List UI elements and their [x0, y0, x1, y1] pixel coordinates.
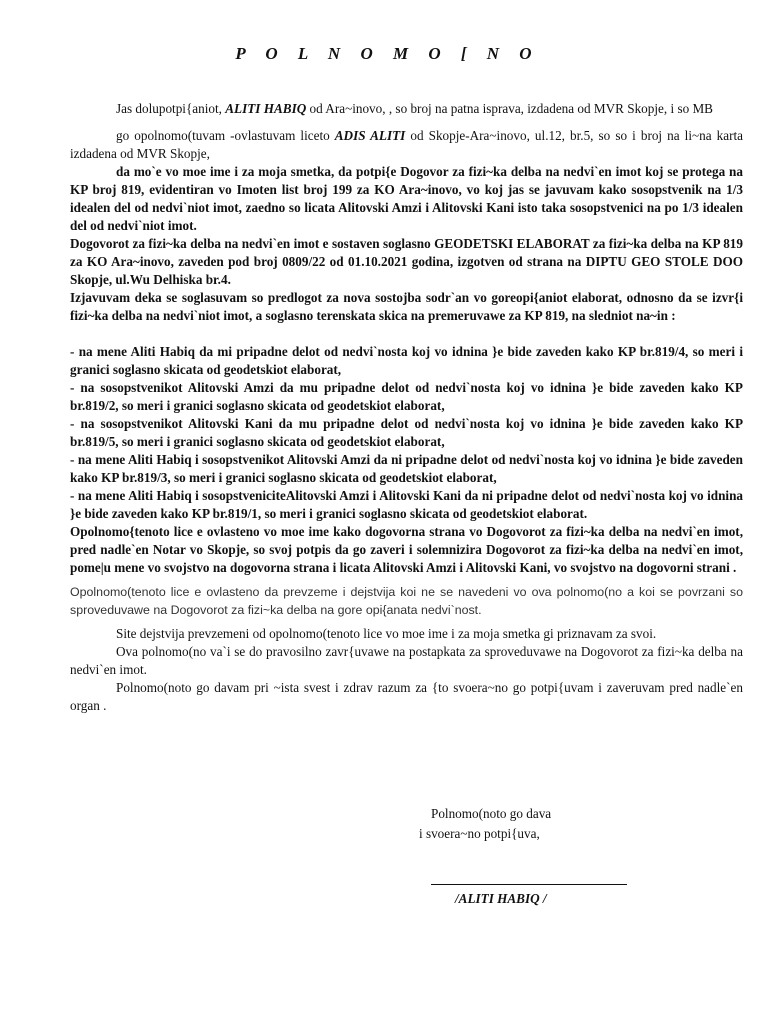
paragraph-recognition: Site dejstvija prevzemeni od opolnomo(tenoto lice vo moe ime i za moja smetka gi priznavam za svoi.: [116, 626, 657, 641]
list-item: - na mene Aliti Habiq i sosopstvenikot Alitovski Amzi da ni pripadne delot od nedvi`nosta koj vo idnina }e bide zaveden kako KP br.819/3, so meri i granici soglasno skicata od geodetskiot elaborat,: [70, 452, 743, 485]
signature-block: [419, 804, 679, 909]
text-fragment: Jas dolupotpi{aniot,: [116, 101, 226, 116]
paragraph-principal: [70, 97, 743, 121]
paragraph-additional-actions: Opolnomo(tenoto lice e ovlasteno da prevzeme i dejstvija koi ne se navedeni vo ova polnomo(no a koi se povrzani so sproveduvawe na Dogovorot za fizi~ka delba na gore opi{anata nedvi`nost.: [70, 585, 743, 617]
paragraph-validity: Ova polnomo(no va`i se do pravosilno zavr{uvawe na postapkata za sproveduvawe na Dogovorot za fizi~ka delba na nedvi`en imot.: [70, 644, 743, 677]
text-fragment: od Skopje-Ara~inovo, ul.12, br.5, so so i broj na li~na karta izdadena od MVR Skopje,: [70, 128, 743, 161]
text-fragment: go opolnomo(tuvam -ovlastuvam liceto: [116, 128, 335, 143]
text-fragment: od Ara~inovo, , so broj na patna isprava, izdadena od MVR Skopje, i so MB: [306, 101, 713, 116]
signature-line: [431, 884, 627, 885]
list-item: - na mene Aliti Habiq i sosopstveniciteAlitovski Amzi i Alitovski Kani da ni pripadne delot od nedvi`nosta koj vo idnina }e bide zaveden kako KP br.819/1, so meri i granici soglasno skicata od geodetskiot elaborat.: [70, 488, 743, 521]
signature-caption: Polnomo(noto go dava: [431, 806, 552, 821]
paragraph-consent: Polnomo(noto go davam pri ~ista svest i zdrav razum za {to svoera~no go potpi{uvam i zaveruvam pred nadle`en organ .: [70, 680, 743, 713]
list-item: - na mene Aliti Habiq da mi pripadne delot od nedvi`nosta koj vo idnina }e bide zaveden kako KP br.819/4, so meri i granici soglasno skicata od geodetskiot elaborat,: [70, 344, 743, 377]
list-item: - na sosopstvenikot Alitovski Kani da mu pripadne delot od nedvi`nosta koj vo idnina }e bide zaveden kako KP br.819/5, so meri i granici soglasno skicata od geodetskiot elaborat,: [70, 416, 743, 449]
paragraph-authorization: da mo`e vo moe ime i za moja smetka, da potpi{e Dogovor za fizi~ka delba na nedvi`en imot koj se protega na KP broj 819, evidentiran vo Imoten list broj 199 za KO Ara~inovo, vo koj jas se javuvam kako sosopstvenik na 1/3 idealen del od nedvi`niot imot, zaedno so licata Alitovski Amzi i Alitovski Kani isto taka sosopstvenici na po 1/3 idealen del od nedvi`niot imot.: [70, 164, 743, 233]
agent-name: ADIS ALITI: [334, 128, 406, 143]
signature-caption: i svoera~no potpi{uva,: [419, 826, 540, 841]
document-title: P O L N O M O [ N O: [235, 44, 533, 63]
list-item: - na sosopstvenikot Alitovski Amzi da mu pripadne delot od nedvi`nosta koj vo idnina }e bide zaveden kako KP br.819/2, so meri i granici soglasno skicata od geodetskiot elaborat,: [70, 380, 743, 413]
document-body: [70, 97, 743, 715]
paragraph-agent: [70, 127, 743, 163]
principal-name: ALITI HABIQ: [225, 101, 307, 116]
signatory-name: /ALITI HABIQ /: [455, 891, 547, 906]
paragraph-notary: Opolnomo{tenoto lice e ovlasteno vo moe ime kako dogovorna strana vo Dogovorot za fizi~ka delba na nedvi`en imot, pred nadle`en Notar vo Skopje, so svoj potpis da go zaveri i solemnizira Dogovorot za fizi~ka delba na nedvi`en imot, pome|u mene vo svojstvo na dogovorna strana i licata Alitovski Amzi i Alitovski Kani, vo svojstvo na dogovorni strani .: [70, 524, 743, 575]
paragraph-declaration: Izjavuvam deka se soglasuvam so predlogot za nova sostojba sodr`an vo goreopi{aniot elaborat, odnosno da se izvr{i fizi~ka delba na nedvi`niot imot, a soglasno terenskata skica na premeruvawe za KP 819, na sledniot na~in :: [70, 290, 743, 323]
paragraph-contract: Dogovorot za fizi~ka delba na nedvi`en imot e sostaven soglasno GEODETSKI ELABORAT za fizi~ka delba na KP 819 za KO Ara~inovo, zaveden pod broj 0809/22 od 01.10.2021 godina, izgotven od strana na DIPTU GEO STOLE DOO Skopje, ul.Wu Delhiska br.4.: [70, 236, 743, 287]
spacer: [70, 325, 743, 343]
